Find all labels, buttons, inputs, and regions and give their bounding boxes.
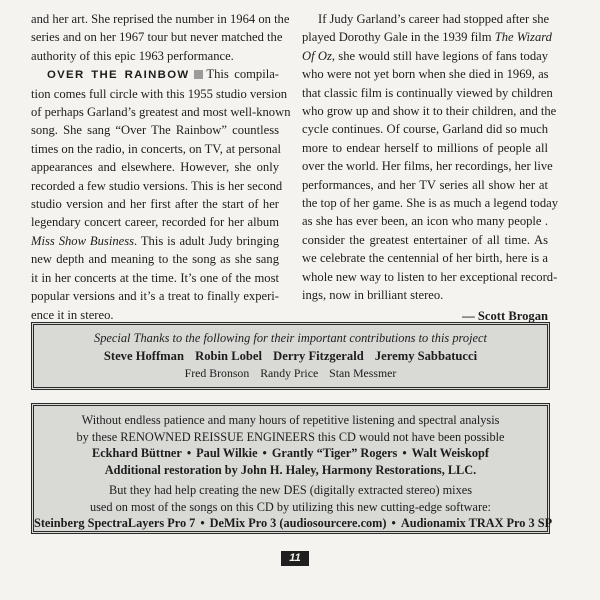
thanks-intro: Special Thanks to the following for their important contributions to this project <box>94 331 487 345</box>
text-fragment: . This is adult Judy bringing <box>134 233 279 248</box>
text-line <box>31 232 279 250</box>
page-number: 11 <box>281 551 309 566</box>
text-line: tion comes full circle with this 1955 studio version <box>31 86 288 101</box>
text-line: ence it in stereo. <box>31 307 114 322</box>
text-fragment: , she would still have legions of fans today <box>331 48 548 63</box>
film-title: Of Oz <box>302 48 332 63</box>
text-fragment: This compila- <box>206 67 279 82</box>
film-title: The Wizard <box>494 30 552 45</box>
thanks-name: Randy Price <box>260 366 319 380</box>
engineer-name: Grantly “Tiger” Rogers <box>271 446 398 460</box>
help-text: used on most of the songs on this CD by utilizing this new cutting-edge software: <box>90 499 491 514</box>
special-thanks-box <box>31 322 550 390</box>
album-title: Miss Show Business <box>31 233 135 248</box>
thanks-name: Jeremy Sabbatucci <box>374 349 478 363</box>
thanks-name: Robin Lobel <box>195 349 262 363</box>
bullet-separator: • <box>402 446 407 460</box>
text-line: times on the radio, in concerts, on TV, at personal <box>31 141 281 156</box>
text-line: legendary concert career, recorded for her album <box>31 215 279 230</box>
text-line: appearances and elsewhere. However, she only <box>31 160 279 175</box>
text-line: of perhaps Garland’s greatest and most well-known <box>31 105 291 120</box>
text-fragment: played Dorothy Gale in the 1939 film <box>302 30 495 45</box>
text-line: and her art. She reprised the number in 1964 on the <box>31 12 290 26</box>
text-line: recorded a few studio versions. This is her second <box>31 178 283 193</box>
text-line: studio version and her first after the start of her <box>31 197 279 212</box>
thanks-name: Derry Fitzgerald <box>273 349 364 363</box>
engineers-intro: by these RENOWNED REISSUE ENGINEERS this CD would not have been possible <box>76 429 505 444</box>
text-line: performances, and her TV series all show her at <box>302 177 548 192</box>
software-name: DeMix Pro 3 (audiosourcere.com) <box>209 516 387 530</box>
text-line: it in her concerts at the time. It’s one of the most <box>31 270 279 285</box>
text-line: If Judy Garland’s career had stopped after she <box>318 12 550 26</box>
song-heading-line <box>31 65 279 84</box>
software-name: Steinberg SpectraLayers Pro 7 <box>34 516 196 530</box>
text-line: consider the greatest entertainer of all time. As <box>302 232 548 247</box>
text-line: new depth and meaning to the song as she sang <box>31 252 279 267</box>
text-line: the top of her game. She is as much a legend today <box>302 196 559 211</box>
left-text-column <box>31 10 291 324</box>
text-line: who were not yet born when she died in 1969, as <box>302 67 549 82</box>
software-list <box>34 515 553 532</box>
software-name: Audionamix TRAX Pro 3 SP <box>400 516 553 530</box>
engineers-intro: Without endless patience and many hours of repetitive listening and spectral analysis <box>81 413 500 427</box>
thanks-name: Stan Messmer <box>329 366 397 380</box>
song-title: OVER THE RAINBOW <box>47 69 190 82</box>
thanks-other-names <box>34 365 547 381</box>
engineer-names <box>34 445 547 462</box>
text-line <box>302 47 548 65</box>
text-line: as she has ever been, an icon who many people . <box>302 214 548 229</box>
engineer-name: Paul Wilkie <box>196 446 258 460</box>
author-signature: — Scott Brogan <box>462 308 548 323</box>
text-line: whole new way to listen to her exceptional record- <box>302 269 558 284</box>
thanks-name: Steve Hoffman <box>103 349 184 363</box>
text-line: who grow up and show it to their children, and the <box>302 104 557 119</box>
bullet-separator: • <box>186 446 192 460</box>
help-text: But they had help creating the new DES (digitally extracted stereo) mixes <box>109 483 472 497</box>
text-line: ings, now in brilliant stereo. <box>302 288 444 303</box>
bullet-separator: • <box>200 516 205 530</box>
text-line: popular versions and it’s a treat to finally experi- <box>31 289 279 304</box>
engineer-name: Eckhard Büttner <box>92 446 182 460</box>
text-line: over the world. Her films, her recordings, her live <box>302 159 553 174</box>
bullet-separator: • <box>391 516 396 530</box>
text-line: cycle continues. Of course, Garland did so much <box>302 122 548 137</box>
engineer-name: Walt Weiskopf <box>411 446 489 460</box>
text-line: we celebrate the centennial of her birth, here is a <box>302 251 548 266</box>
text-line: that classic film is continually viewed by children <box>302 85 553 100</box>
bullet-separator: • <box>262 446 267 460</box>
additional-restoration: Additional restoration by John H. Haley, Harmony Restorations, LLC. <box>104 462 477 477</box>
thanks-main-names <box>34 347 547 365</box>
text-line <box>302 28 552 46</box>
right-text-column <box>302 10 559 325</box>
text-line: more to endear herself to millions of people all <box>302 140 548 155</box>
text-line: authority of this epic 1963 performance. <box>31 48 234 63</box>
engineers-box <box>31 403 553 534</box>
text-line: series and on her 1967 tour but never matched the <box>31 30 283 45</box>
thanks-name: Fred Bronson <box>184 366 250 380</box>
text-line: song. She sang “Over The Rainbow” countless <box>31 123 279 138</box>
square-bullet-icon <box>194 70 203 79</box>
